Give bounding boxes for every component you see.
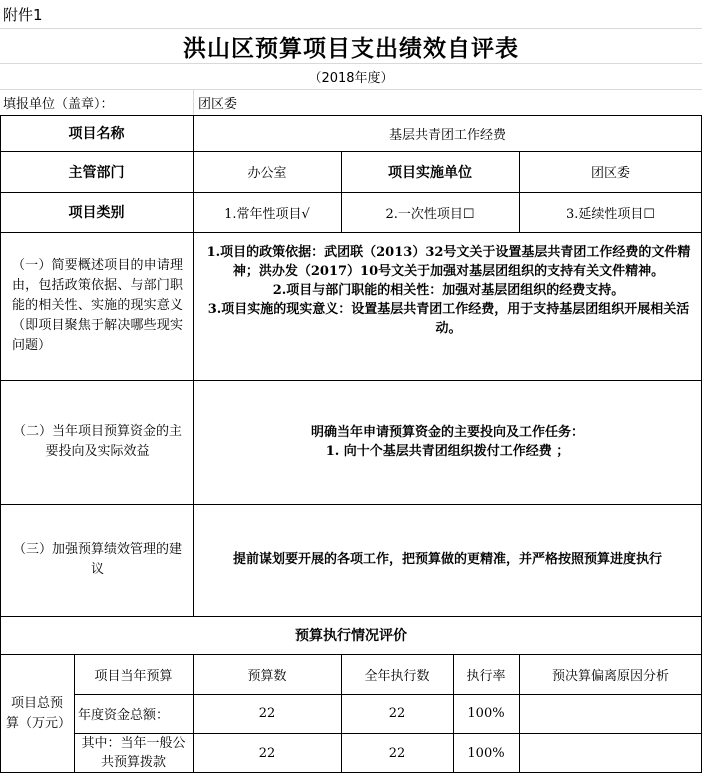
department-value: 办公室 [247, 166, 287, 181]
implementing-unit-label: 项目实施单位 [388, 164, 472, 181]
budget-header-executed: 全年执行数 [364, 668, 430, 684]
section1-line-2: 2.项目与部门职能的相关性：加强对基层团组织的经费支持。 [272, 283, 625, 298]
project-name-value: 基层共青团工作经费 [388, 127, 506, 143]
form-year: （2018年度） [308, 71, 394, 86]
attachment-label: 附件1 [3, 6, 43, 24]
budget-header-current-year: 项目当年预算 [94, 668, 173, 684]
form-title: 洪山区预算项目支出绩效自评表 [183, 34, 519, 62]
budget-header-rate: 执行率 [466, 668, 506, 684]
reporting-unit-value: 团区委 [198, 97, 238, 112]
budget-row2-budget: 22 [258, 745, 276, 761]
budget-row2-rate: 100% [467, 745, 505, 761]
budget-row2-executed: 22 [388, 745, 406, 761]
total-budget-label: 项目总预算（万元） [6, 695, 72, 731]
project-name-label: 项目名称 [68, 126, 125, 142]
budget-header-deviation-reason: 预决算偏离原因分析 [551, 668, 669, 684]
budget-row2-reason [519, 733, 702, 773]
section2-label: （二）当年项目预算资金的主要投向及实际效益 [12, 424, 182, 459]
department-label: 主管部门 [68, 164, 125, 181]
project-category-label: 项目类别 [68, 205, 125, 221]
section2-line-2: 1. 向十个基层共青团组织拨付工作经费 ； [325, 444, 570, 459]
reporting-unit-label: 填报单位（盖章）： [3, 97, 114, 112]
section1-label: （一）简要概述项目的申请理由，包括政策依据、与部门职能的相关性、实施的现实意义（即项目聚焦于解决哪些现实问题） [12, 258, 183, 353]
category-option-one-time: 2.一次性项目☐ [385, 206, 475, 222]
section1-line-3: 3.项目实施的现实意义：设置基层共青团工作经费，用于支持基层团组织开展相关活动。 [207, 302, 690, 336]
budget-row1-label: 年度资金总额： [78, 708, 170, 723]
budget-row2-label: 其中：当年一般公共预算拨款 [81, 736, 186, 770]
budget-header-budget: 预算数 [247, 668, 287, 684]
section1-content [193, 232, 702, 380]
section3-label: （三）加强预算绩效管理的建议 [12, 542, 182, 577]
budget-row1-budget: 22 [258, 706, 276, 721]
budget-row1-reason [519, 694, 702, 733]
category-option-recurring: 1.常年性项目√ [224, 206, 310, 222]
budget-row1-rate: 100% [467, 706, 505, 721]
section2-content [193, 380, 702, 504]
budget-section-title: 预算执行情况评价 [295, 628, 407, 644]
category-option-continuing: 3.延续性项目☐ [565, 206, 656, 222]
section1-line-1: 1.项目的政策依据：武团联（2013）32号文关于设置基层共青团工作经费的文件精神；洪办发（2017）10号文关于加强对基层团组织的支持有关文件精神。 [206, 245, 691, 279]
section2-line-1: 明确当年申请预算资金的主要投向及工作任务： [310, 425, 584, 440]
implementing-unit-value: 团区委 [590, 166, 630, 181]
section3-content: 提前谋划要开展的各项工作，把预算做的更精准，并严格按照预算进度执行 [232, 552, 662, 567]
budget-row1-executed: 22 [388, 706, 406, 721]
